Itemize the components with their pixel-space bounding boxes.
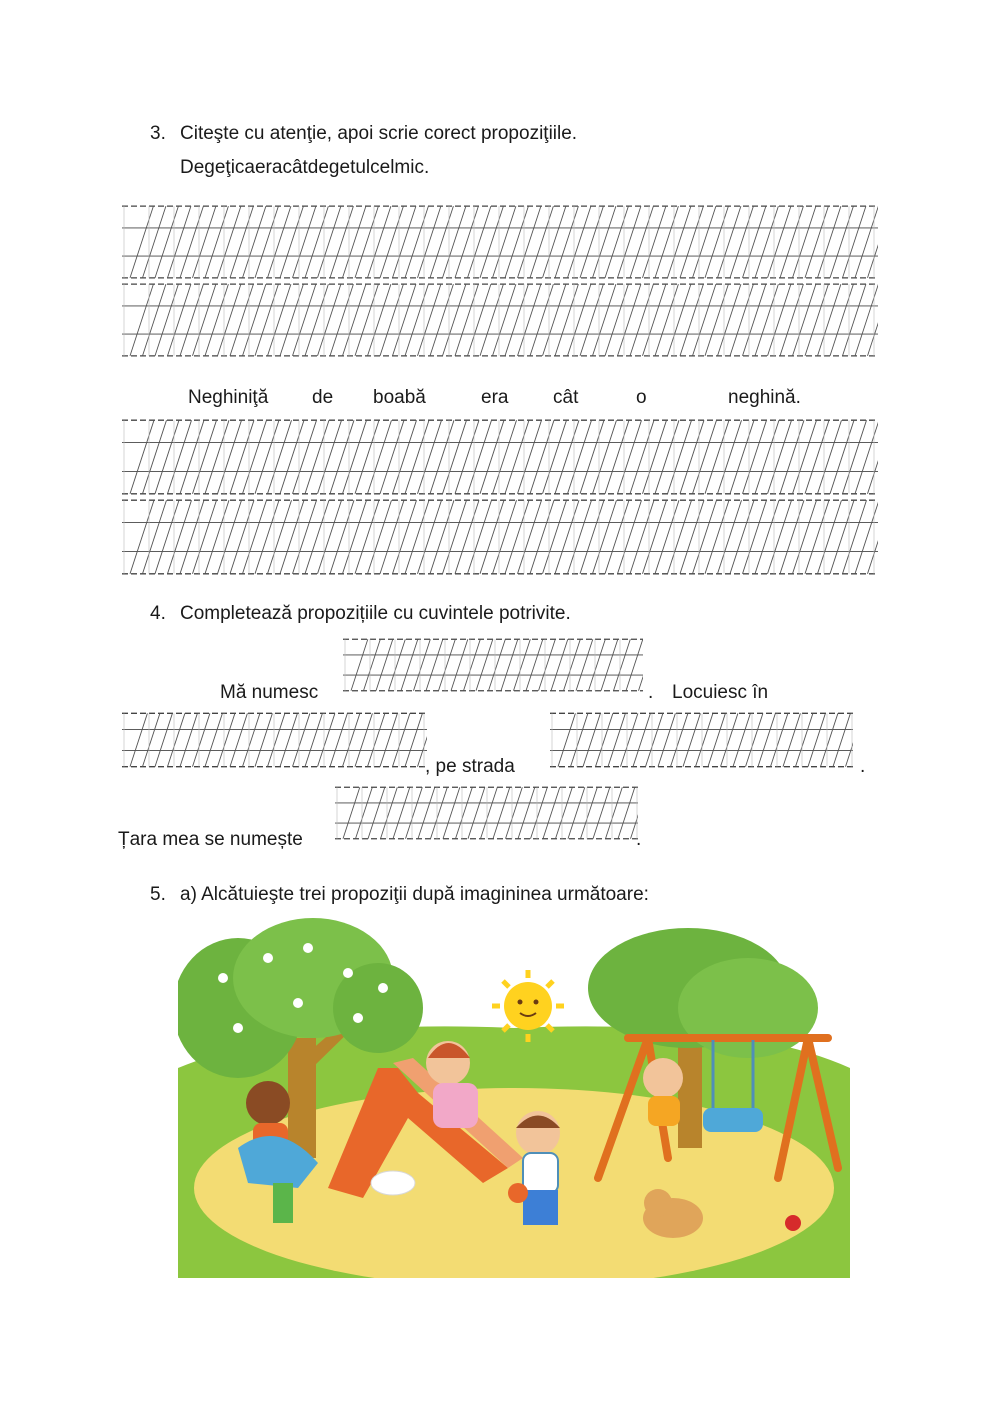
exercise-5-instruction: a) Alcătuieşte trei propoziţii după imagininea următoare: — [180, 884, 649, 905]
line-1-suffix: Locuiesc în — [672, 682, 769, 703]
name-answer-field[interactable] — [343, 637, 643, 693]
line-1-dot: . — [648, 682, 654, 703]
sentence-2-word: boabă — [373, 387, 426, 408]
line-2-middle: , pe strada — [425, 756, 515, 777]
sentence-2-word: era — [481, 387, 509, 408]
line-3-prefix: Țara mea se numește — [118, 829, 303, 850]
line-1-prefix: Mă numesc — [220, 682, 319, 703]
exercise-5-number: 5. — [150, 884, 166, 905]
sentence-2-word: cât — [553, 387, 579, 408]
city-answer-field[interactable] — [122, 711, 427, 769]
exercise-3-instruction: Citeşte cu atenţie, apoi scrie corect propoziţiile. — [180, 123, 578, 144]
line-2-end: . — [860, 756, 866, 777]
sentence-2-word: o — [636, 387, 647, 408]
sentence-2-word: neghină. — [728, 387, 801, 408]
exercise-3-sentence-1: Degeţicaeracâtdegetulcelmic. — [180, 157, 430, 178]
sentence-2-word: Neghiniţă — [188, 387, 269, 408]
street-answer-field[interactable] — [550, 711, 853, 769]
country-answer-field[interactable] — [335, 785, 638, 841]
playground-illustration — [178, 918, 850, 1278]
exercise-3-number: 3. — [150, 123, 166, 144]
exercise-4-instruction: Completează propozițiile cu cuvintele potrivite. — [180, 603, 571, 624]
handwriting-grid-1[interactable] — [122, 203, 878, 359]
sentence-2-word: de — [312, 387, 334, 408]
handwriting-grid-2[interactable] — [122, 417, 878, 577]
exercise-4-number: 4. — [150, 603, 166, 624]
line-3-end: . — [636, 829, 642, 850]
